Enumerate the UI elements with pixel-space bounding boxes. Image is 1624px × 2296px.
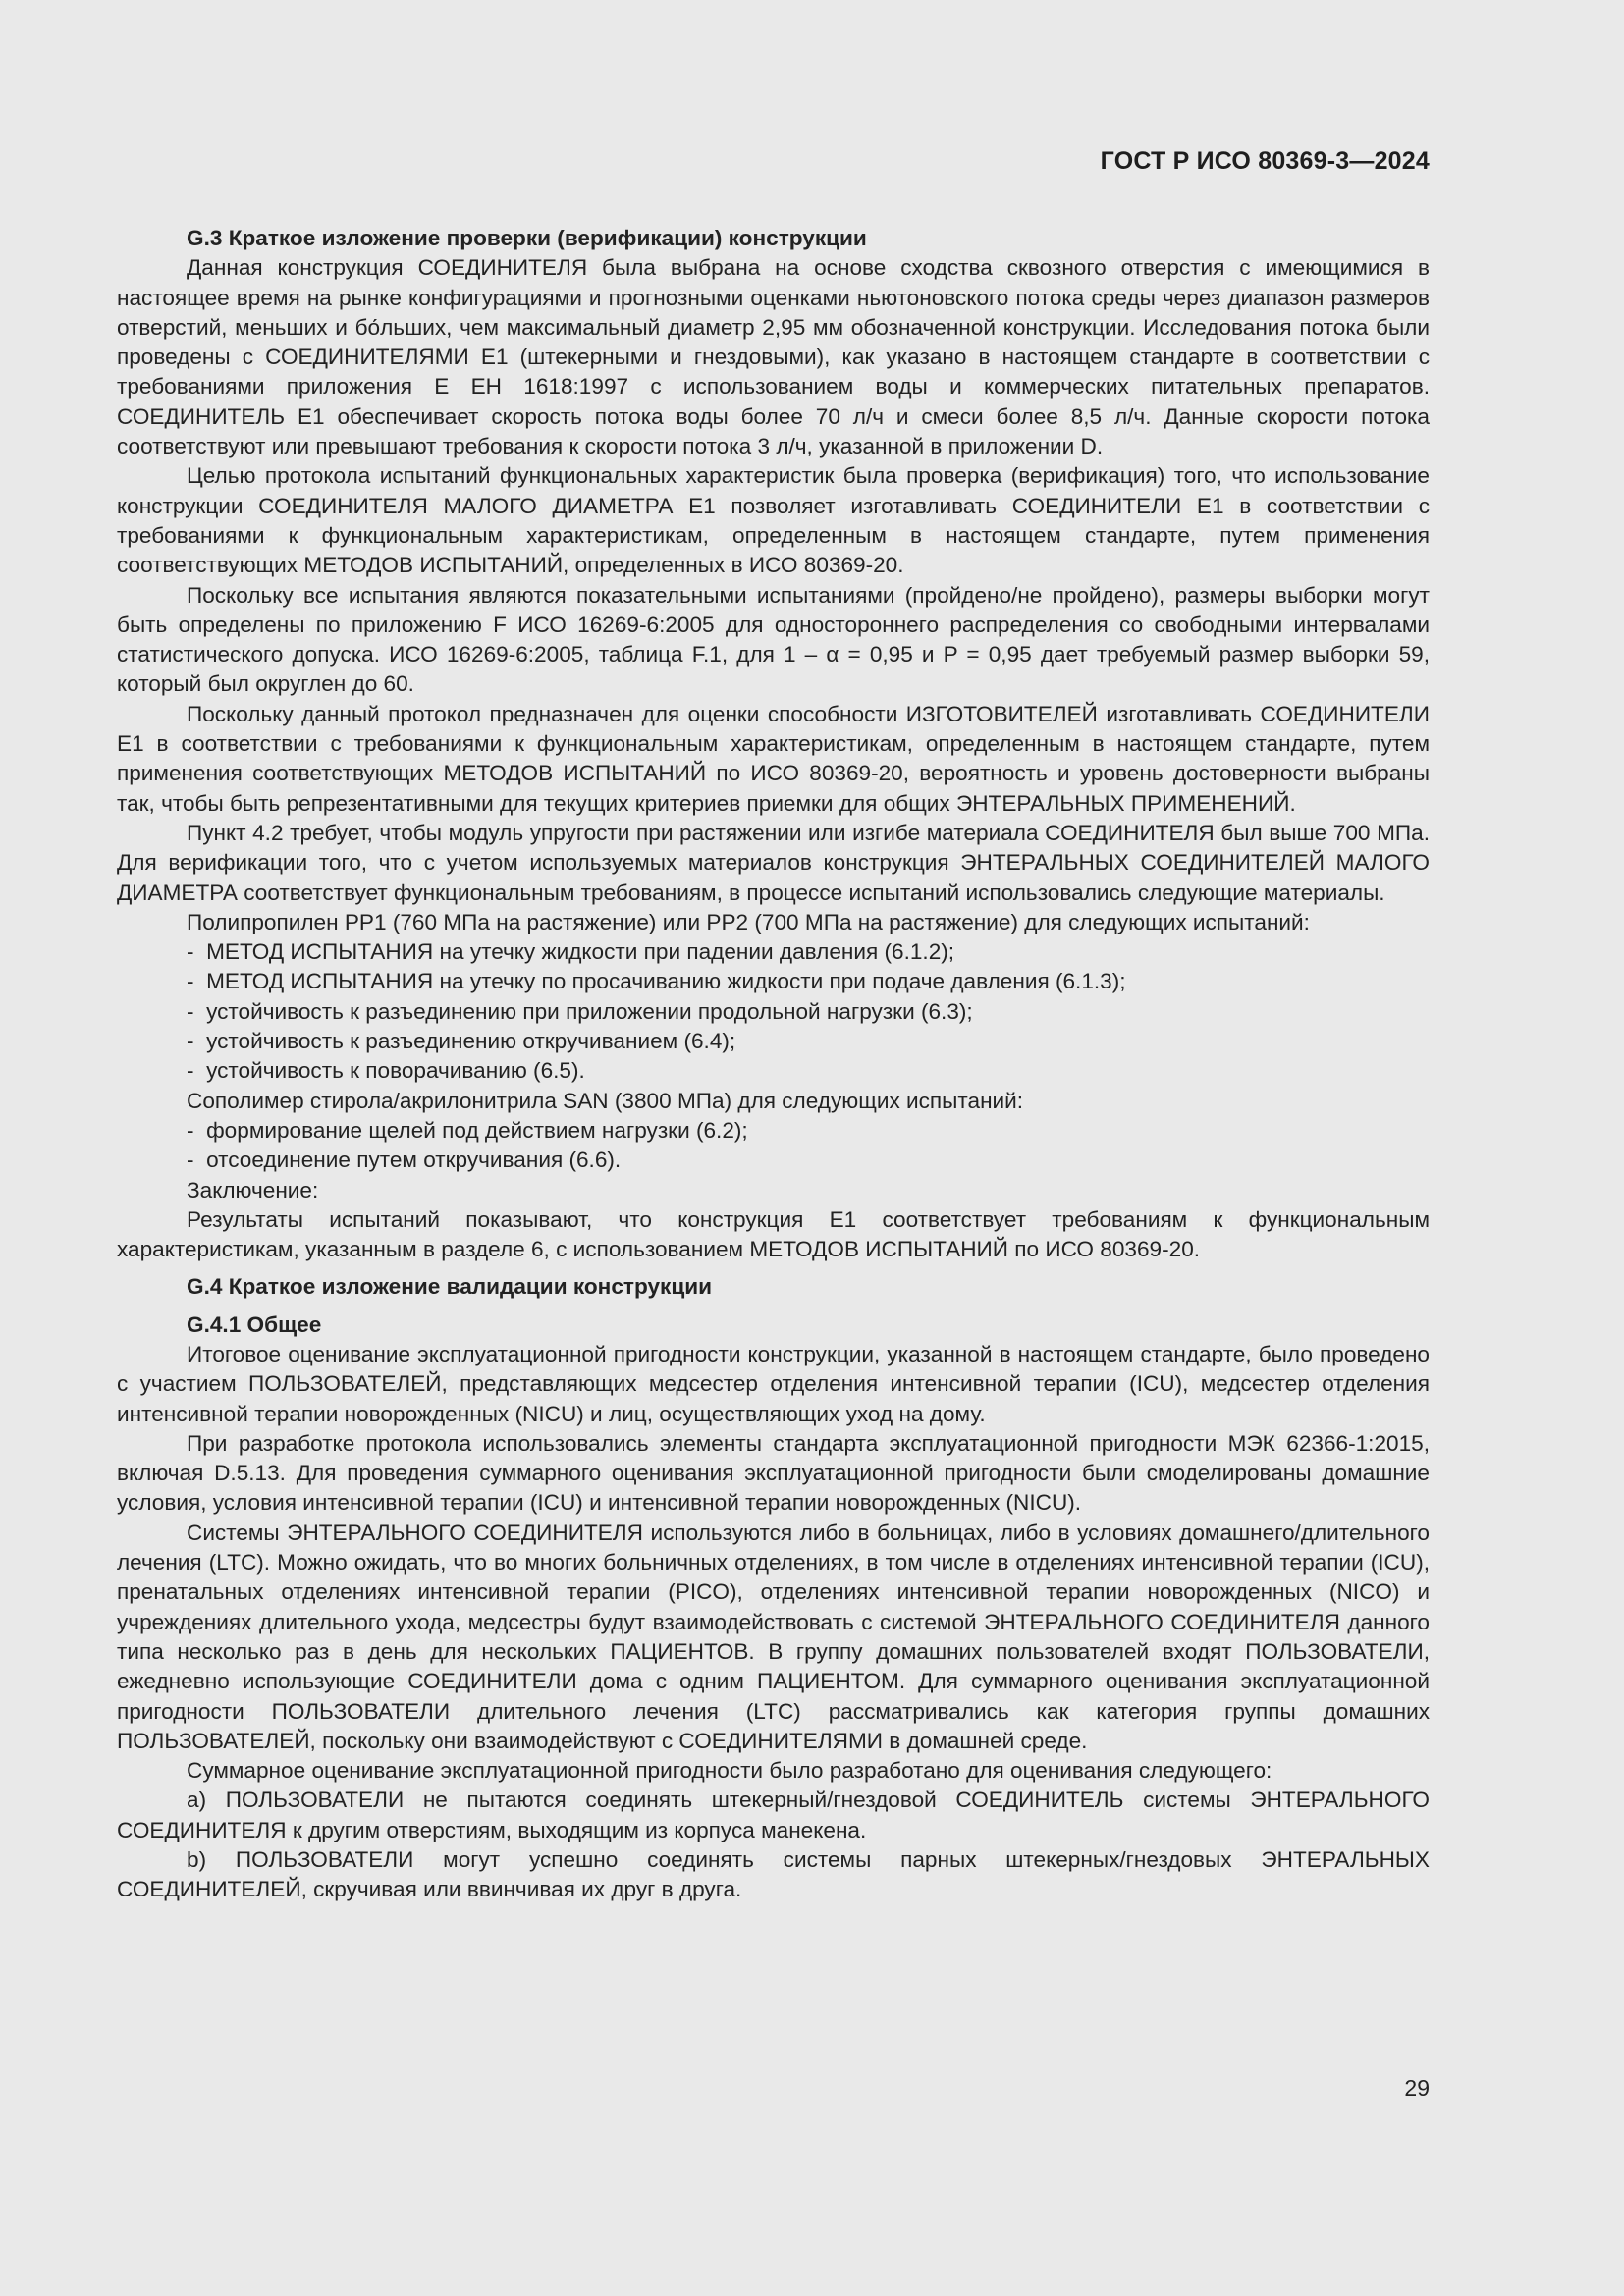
list-item-b: b) ПОЛЬЗОВАТЕЛИ могут успешно соединять системы парных штекерных/гнездовых ЭНТЕРАЛЬНЫХ СОЕДИНИТЕЛЕЙ, скручивая или ввинчивая их друг в друга. [117,1847,1430,1902]
document-body [117,224,1430,1905]
paragraph: При разработке протокола использовались элементы стандарта эксплуатационной пригодности МЭК 62366-1:2015, включая D.5.13. Для проведения суммарного оценивания эксплуатационной пригодности были смоделированы домашние условия, условия интенсивной терапии (ICU) и интенсивной терапии новорожденных (NICU). [117,1430,1430,1516]
list-item: - отсоединение путем откручивания (6.6). [187,1146,1430,1175]
conclusion-label: Заключение: [187,1177,319,1202]
paragraph: Пункт 4.2 требует, чтобы модуль упругости при растяжении или изгибе материала СОЕДИНИТЕЛЯ был выше 700 МПа. Для верификации того, что с учетом используемых материалов конструкция ЭНТЕРАЛЬНЫХ СОЕДИНИТЕЛЕЙ МАЛОГО ДИАМЕТРА соответствует функциональным требованиям, в процессе испытаний использовались следующие материалы. [117,820,1430,905]
paragraph: Поскольку данный протокол предназначен для оценки способности ИЗГОТОВИТЕЛЕЙ изготавливать СОЕДИНИТЕЛИ E1 в соответствии с требованиями к функциональным характеристикам, определенным в настоящем стандарте, путем применения соответствующих МЕТОДОВ ИСПЫТАНИЙ по ИСО 80369-20, вероятность и уровень достоверности выбраны так, чтобы быть репрезентативными для текущих критериев приемки для общих ЭНТЕРАЛЬНЫХ ПРИМЕНЕНИЙ. [117,701,1430,816]
subsection-heading-g41: G.4.1 Общее [187,1311,322,1337]
page-number: 29 [1404,2075,1430,2101]
list-item: - устойчивость к разъединению откручиванием (6.4); [187,1027,1430,1056]
list-intro-pp: Полипропилен PP1 (760 МПа на растяжение) или PP2 (700 МПа на растяжение) для следующих испытаний: [187,909,1310,934]
paragraph: Суммарное оценивание эксплуатационной пригодности было разработано для оценивания следующего: [187,1758,1272,1784]
paragraph: Системы ЭНТЕРАЛЬНОГО СОЕДИНИТЕЛЯ используются либо в больницах, либо в условиях домашнего/длительного лечения (LTC). Можно ожидать, что во многих больничных отделениях, в том числе в отделениях интенсивной терапии (ICU), пренатальных отделениях интенсивной терапии (PICO), отделениях интенсивной терапии новорожденных (NICO) и учреждениях длительного ухода, медсестры будут взаимодействовать с системой ЭНТЕРАЛЬНОГО СОЕДИНИТЕЛЯ данного типа несколько раз в день для нескольких ПАЦИЕНТОВ. В группу домашних пользователей входят ПОЛЬЗОВАТЕЛИ, ежедневно использующие СОЕДИНИТЕЛИ дома с одним ПАЦИЕНТОМ. Для суммарного оценивания эксплуатационной пригодности ПОЛЬЗОВАТЕЛИ длительного лечения (LTC) рассматривались как категория группы домашних ПОЛЬЗОВАТЕЛЕЙ, поскольку они взаимодействуют с СОЕДИНИТЕЛЯМИ в домашней среде. [117,1520,1430,1753]
paragraph: Целью протокола испытаний функциональных характеристик была проверка (верификация) того, что использование конструкции СОЕДИНИТЕЛЯ МАЛОГО ДИАМЕТРА E1 позволяет изготавливать СОЕДИНИТЕЛИ E1 в соответствии с требованиями к функциональным характеристикам, определенным в настоящем стандарте, путем применения соответствующих МЕТОДОВ ИСПЫТАНИЙ, определенных в ИСО 80369-20. [117,463,1430,578]
section-heading-g3: G.3 Краткое изложение проверки (верификации) конструкции [187,226,867,250]
list-item: - устойчивость к поворачиванию (6.5). [187,1056,1430,1086]
paragraph: Данная конструкция СОЕДИНИТЕЛЯ была выбрана на основе сходства сквозного отверстия с имеющимися в настоящее время на рынке конфигурациями и прогнозными оценками ньютоновского потока среды через диапазон размеров отверстий, меньших и бо́льших, чем максимальный диаметр 2,95 мм обозначенной конструкции. Исследования потока были проведены с СОЕДИНИТЕЛЯМИ E1 (штекерными и гнездовыми), как указано в настоящем стандарте в соответствии с требованиями приложения E ЕН 1618:1997 с использованием воды и коммерческих питательных препаратов. СОЕДИНИТЕЛЬ E1 обеспечивает скорость потока воды более 70 л/ч и смеси более 8,5 л/ч. Данные скорости потока соответствуют или превышают требования к скорости потока 3 л/ч, указанной в приложении D. [117,255,1430,459]
list-item: - МЕТОД ИСПЫТАНИЯ на утечку жидкости при падении давления (6.1.2); [187,937,1430,967]
paragraph: Поскольку все испытания являются показательными испытаниями (пройдено/не пройдено), размеры выборки могут быть определены по приложению F ИСО 16269-6:2005 для одностороннего распределения со свободными интервалами статистического допуска. ИСО 16269-6:2005, таблица F.1, для 1 – α = 0,95 и P = 0,95 дает требуемый размер выборки 59, который был округлен до 60. [117,582,1430,697]
document-header: ГОСТ Р ИСО 80369-3—2024 [1100,147,1430,175]
list-item-a: a) ПОЛЬЗОВАТЕЛИ не пытаются соединять штекерный/гнездовой СОЕДИНИТЕЛЬ системы ЭНТЕРАЛЬНОГО СОЕДИНИТЕЛЯ к другим отверстиям, выходящим из корпуса манекена. [117,1788,1430,1842]
san-test-list [117,1116,1430,1176]
pp-test-list [117,937,1430,1086]
section-heading-g4: G.4 Краткое изложение валидации конструкции [187,1274,713,1300]
list-item: - МЕТОД ИСПЫТАНИЯ на утечку по просачиванию жидкости при подаче давления (6.1.3); [187,967,1430,996]
list-intro-san: Сополимер стирола/акрилонитрила SAN (3800 МПа) для следующих испытаний: [187,1088,1024,1113]
conclusion-paragraph: Результаты испытаний показывают, что конструкция E1 соответствует требованиям к функциональным характеристикам, указанным в разделе 6, с использованием МЕТОДОВ ИСПЫТАНИЙ по ИСО 80369-20. [117,1206,1430,1262]
list-item: - устойчивость к разъединению при приложении продольной нагрузки (6.3); [187,997,1430,1027]
paragraph: Итоговое оценивание эксплуатационной пригодности конструкции, указанной в настоящем стандарте, было проведено с участием ПОЛЬЗОВАТЕЛЕЙ, представляющих медсестер отделения интенсивной терапии (ICU), медсестер отделения интенсивной терапии новорожденных (NICU) и лиц, осуществляющих уход на дому. [117,1341,1430,1426]
list-item: - формирование щелей под действием нагрузки (6.2); [187,1116,1430,1146]
